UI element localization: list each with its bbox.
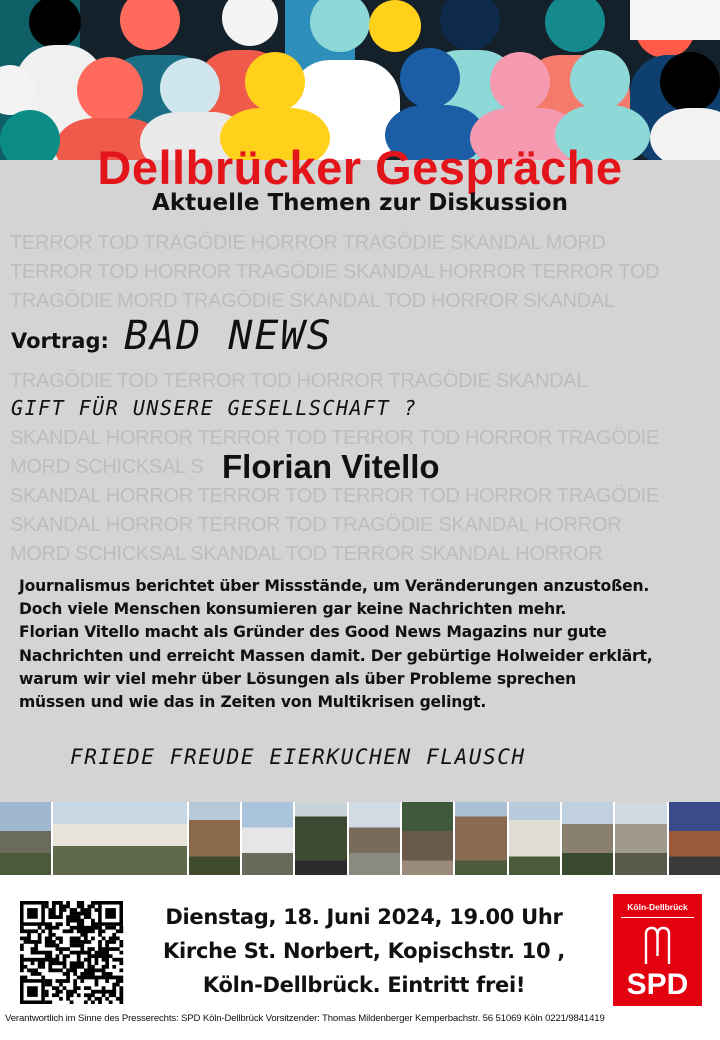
photo-street (53, 802, 188, 875)
background-words-line: MORD SCHICKSAL SKANDAL TOD TERROR SKANDAL HORROR (10, 543, 603, 565)
photo-chapel (242, 802, 295, 875)
photo-townhouse (0, 802, 53, 875)
photo-street-corner (615, 802, 668, 875)
background-words-line: TERROR TOD TRAGÖDIE HORROR TRAGÖDIE SKANDAL MORD (10, 232, 606, 254)
photo-church-tower (509, 802, 562, 875)
description-line: müssen und wie das in Zeiten von Multikrisen gelingt. (19, 693, 487, 712)
event-details (140, 900, 588, 1002)
logo-divider (621, 917, 694, 918)
background-words-line: TRAGÖDIE TOD TERROR TOD HORROR TRAGÖDIE SKANDAL (10, 370, 588, 392)
talk-title: BAD NEWS (124, 313, 333, 359)
talk-description (19, 575, 719, 714)
event-location: Köln-Dellbrück. Eintritt frei! (202, 973, 526, 997)
event-venue: Kirche St. Norbert, Kopischstr. 10 , (163, 939, 565, 963)
slogan: FRIEDE FREUDE EIERKUCHEN FLAUSCH (70, 745, 526, 769)
description-line: Florian Vitello macht als Gründer des Good News Magazins nur gute (19, 623, 607, 642)
logo-place: Köln-Dellbrück (627, 902, 688, 912)
poster-subtitle: Aktuelle Themen zur Diskussion (152, 190, 568, 216)
talk-tagline: GIFT FÜR UNSERE GESELLSCHAFT ? (11, 396, 418, 420)
background-words-line: SKANDAL HORROR TERROR TOD TERROR TOD HORROR TRAGÖDIE (10, 427, 659, 449)
photo-watertower (455, 802, 508, 875)
description-line: Doch viele Menschen konsumieren gar keine Nachrichten mehr. (19, 600, 567, 619)
photo-trees (295, 802, 348, 875)
talk-label: Vortrag: (11, 329, 109, 353)
event-date: Dienstag, 18. Juni 2024, 19.00 Uhr (165, 905, 563, 929)
spd-logo (613, 894, 702, 1006)
photo-fountain (402, 802, 455, 875)
header-people-illustration (0, 0, 720, 160)
monk-emblem-icon (642, 926, 673, 966)
photo-tower (189, 802, 242, 875)
background-words-line: TRAGÖDIE MORD TRAGÖDIE SKANDAL TOD HORROR SKANDAL (10, 290, 615, 312)
people-figures-icon (0, 0, 720, 160)
background-words-line: SKANDAL HORROR TERROR TOD TRAGÖDIE SKANDAL HORROR (10, 514, 622, 536)
description-line: warum wir viel mehr über Lösungen als über Probleme sprechen (19, 669, 576, 688)
logo-party-name: SPD (626, 968, 689, 1001)
photo-tram (349, 802, 402, 875)
poster-title: Dellbrücker Gespräche (97, 141, 623, 194)
imprint-footer: Verantwortlich im Sinne des Presserechts: SPD Köln-Dellbrück Vorsitzender: Thomas Mildenberger Kemperbachstr. 56 51069 Köln 0221/9841419 (5, 1013, 605, 1024)
background-words-line: TERROR TOD HORROR TRAGÖDIE SKANDAL HORROR TERROR TOD (10, 261, 660, 283)
description-line: Journalismus berichtet über Missstände, um Veränderungen anzustoßen. (19, 577, 650, 595)
qr-code-icon (20, 901, 126, 1004)
qr-code[interactable] (14, 895, 132, 1010)
description-line: Nachrichten und erreicht Massen damit. Der gebürtige Holweider erklärt, (19, 646, 653, 665)
background-words-line: MORD SCHICKSAL S (10, 456, 204, 478)
photo-strip (0, 802, 720, 875)
speaker-name: Florian Vitello (222, 448, 440, 485)
background-words-line: SKANDAL HORROR TERROR TOD TERROR TOD HORROR TRAGÖDIE (10, 485, 659, 507)
photo-church (562, 802, 615, 875)
photo-chimney (669, 802, 720, 875)
